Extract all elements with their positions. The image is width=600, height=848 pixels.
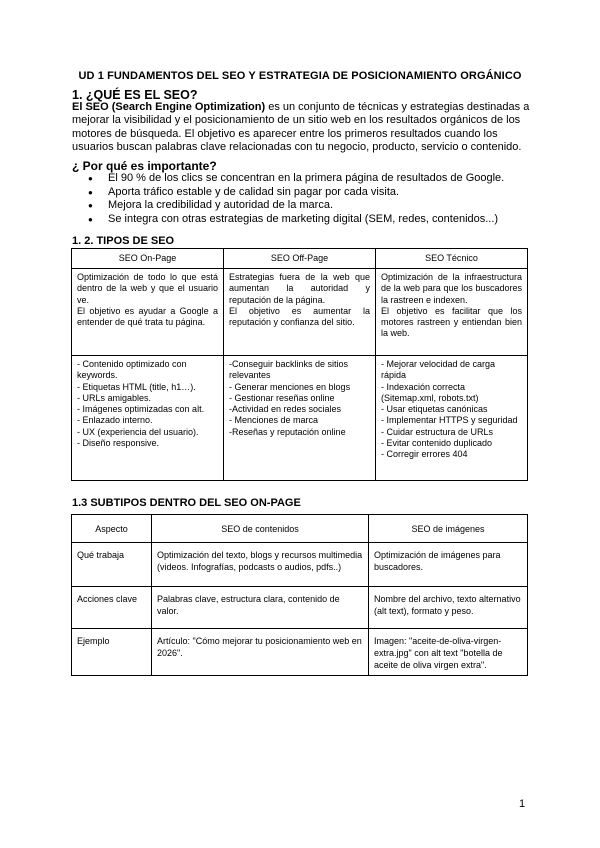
onpage-subtypes-table	[71, 514, 528, 676]
table-cell	[72, 356, 224, 481]
list-item: - Evitar contenido duplicado	[381, 438, 493, 449]
section-heading-why-important: ¿ Por qué es importante?	[72, 159, 217, 173]
table-cell: Acciones clave	[72, 587, 152, 629]
importance-list	[72, 172, 542, 226]
table-cell: Optimización de imágenes para buscadores.	[369, 543, 528, 587]
cell-text: Optimización de la infraestructura de la web para que los buscadores la rastreen e indexen.	[381, 272, 522, 305]
list-item: ● Mejora la credibilidad y autoridad de la marca.	[72, 199, 542, 213]
column-header-offpage: SEO Off-Page	[224, 249, 376, 269]
table-cell: Nombre del archivo, texto alternativo (alt text), formato y peso.	[369, 587, 528, 629]
cell-text: Optimización de todo lo que está dentro de la web y que el usuario ve.	[77, 272, 218, 305]
column-header-technical: SEO Técnico	[376, 249, 528, 269]
seo-definition-paragraph	[72, 101, 532, 154]
list-item: - Corregir errores 404	[381, 449, 468, 460]
list-item: ● Aporta tráfico estable y de calidad sin pagar por cada visita.	[72, 186, 542, 200]
cell-text: El objetivo es ayudar a Google a entender de qué trata tu página.	[77, 305, 218, 328]
list-item: - Generar menciones en blogs	[229, 381, 351, 392]
seo-definition-term: El SEO (Search Engine Optimization)	[72, 101, 266, 113]
list-item: -Actividad en redes sociales	[229, 404, 342, 415]
table-cell: Palabras clave, estructura clara, contenido de valor.	[152, 587, 369, 629]
cell-text: El objetivo es facilitar que los motores rastreen y entiendan bien la web.	[381, 305, 522, 339]
list-item: -Conseguir backlinks de sitios relevantes	[229, 359, 349, 381]
list-item: - Implementar HTTPS y seguridad	[381, 415, 518, 426]
column-header-image-seo: SEO de imágenes	[369, 515, 528, 543]
list-item: -Reseñas y reputación online	[229, 426, 346, 437]
list-item: ● El 90 % de los clics se concentran en la primera página de resultados de Google.	[72, 172, 542, 186]
table-cell: Imagen: "aceite-de-oliva-virgen-extra.jpg" con alt text "botella de aceite de oliva virgen extra".	[369, 629, 528, 676]
list-item: - Etiquetas HTML (title, h1…).	[77, 381, 196, 392]
list-item: - Diseño responsive.	[77, 438, 160, 449]
list-item: - Enlazado interno.	[77, 415, 153, 426]
seo-definition-text: es un conjunto de técnicas y estrategias destinadas a mejorar la visibilidad y el posicionamiento de un sitio web en los resultados orgánicos de los motores de búsqueda. El objetivo es aparecer entre los primeros resultados cuando los usuarios buscan palabras clave relacionadas con tu negocio, producto, servicio o contenido.	[72, 101, 530, 153]
table-cell	[72, 269, 224, 356]
cell-text: El objetivo es aumentar la reputación y confianza del sitio.	[229, 305, 370, 328]
seo-types-table	[71, 248, 528, 481]
list-item: - UX (experiencia del usuario).	[77, 426, 199, 437]
list-item: - Indexación correcta (Sitemap.xml, robots.txt)	[381, 381, 479, 403]
document-title: UD 1 FUNDAMENTOS DEL SEO Y ESTRATEGIA DE POSICIONAMIENTO ORGÁNICO	[78, 70, 522, 82]
table-cell	[224, 269, 376, 356]
table-cell: Optimización del texto, blogs y recursos multimedia (videos. Infografías, podcasts o audios, pdfs..)	[152, 543, 369, 587]
list-item: - Cuidar estructura de URLs	[381, 426, 494, 437]
table-cell	[376, 269, 528, 356]
table-cell	[376, 356, 528, 481]
column-header-onpage: SEO On-Page	[72, 249, 224, 269]
list-item: - Imágenes optimizadas con alt.	[77, 404, 205, 415]
table-cell: Artículo: "Cómo mejorar tu posicionamiento web en 2026".	[152, 629, 369, 676]
section-heading-onpage-subtypes: 1.3 SUBTIPOS DENTRO DEL SEO ON-PAGE	[72, 497, 301, 509]
list-item: - Mejorar velocidad de carga rápida	[381, 359, 496, 381]
table-cell	[224, 356, 376, 481]
column-header-aspect: Aspecto	[72, 515, 152, 543]
list-item: - URLs amigables.	[77, 392, 152, 403]
column-header-content-seo: SEO de contenidos	[152, 515, 369, 543]
list-item: ● Se integra con otras estrategias de marketing digital (SEM, redes, contenidos...)	[72, 213, 542, 227]
cell-text: Estrategias fuera de la web que aumentan la autoridad y reputación de la página.	[229, 272, 370, 305]
section-heading-seo-types: 1. 2. TIPOS DE SEO	[72, 235, 175, 247]
list-item: - Usar etiquetas canónicas	[381, 404, 488, 415]
list-item: - Gestionar reseñas online	[229, 392, 335, 403]
list-item: - Menciones de marca	[229, 415, 319, 426]
table-cell: Qué trabaja	[72, 543, 152, 587]
page-number: 1	[519, 798, 526, 810]
section-heading-what-is-seo: 1. ¿QUÉ ES EL SEO?	[72, 88, 198, 102]
list-item: - Contenido optimizado con keywords.	[77, 359, 187, 381]
table-cell: Ejemplo	[72, 629, 152, 676]
